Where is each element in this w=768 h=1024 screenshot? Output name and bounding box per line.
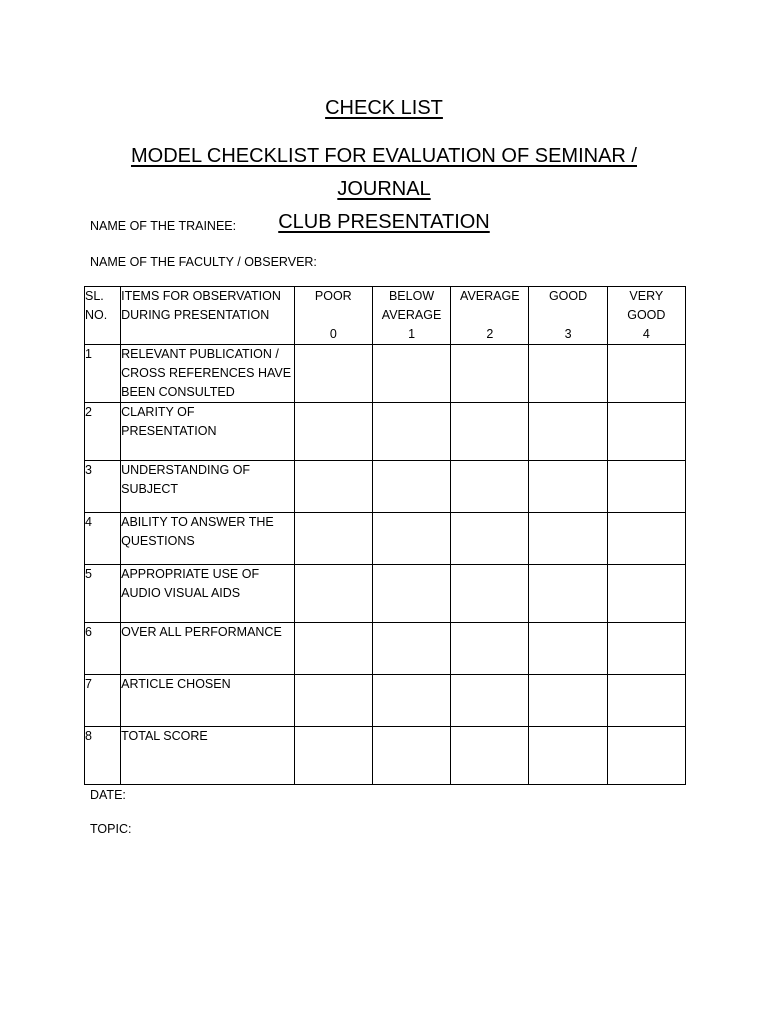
row-number: 8 xyxy=(85,727,121,785)
row-item-line: TOTAL SCORE xyxy=(121,729,208,743)
row-item xyxy=(121,403,295,461)
score-cell-below-average[interactable] xyxy=(372,403,450,461)
row-number: 2 xyxy=(85,403,121,461)
header-score-label: BELOW xyxy=(388,289,435,303)
score-cell-below-average[interactable] xyxy=(372,345,450,403)
row-number: 5 xyxy=(85,565,121,623)
faculty-observer-label: NAME OF THE FACULTY / OBSERVER: xyxy=(90,255,317,269)
score-cell-poor[interactable] xyxy=(294,403,372,461)
score-cell-good[interactable] xyxy=(529,565,607,623)
score-cell-very-good[interactable] xyxy=(607,513,685,565)
score-cell-below-average[interactable] xyxy=(372,513,450,565)
topic-label: TOPIC: xyxy=(90,822,132,836)
row-item xyxy=(121,565,295,623)
row-item-line: RELEVANT PUBLICATION / xyxy=(121,347,279,361)
score-cell-below-average[interactable] xyxy=(372,461,450,513)
header-score-label-2: AVERAGE xyxy=(381,308,442,322)
score-cell-poor[interactable] xyxy=(294,675,372,727)
header-score-value: 2 xyxy=(486,327,494,341)
score-cell-good[interactable] xyxy=(529,461,607,513)
table-row xyxy=(85,461,686,513)
date-label: DATE: xyxy=(90,788,126,802)
row-item xyxy=(121,461,295,513)
header-score-label-2: GOOD xyxy=(627,308,666,322)
row-item xyxy=(121,675,295,727)
score-cell-average[interactable] xyxy=(451,623,529,675)
score-cell-average[interactable] xyxy=(451,403,529,461)
row-number: 7 xyxy=(85,675,121,727)
row-item-line: ABILITY TO ANSWER THE xyxy=(121,515,274,529)
header-items-line-1: ITEMS FOR OBSERVATION xyxy=(121,289,281,303)
header-score-label: POOR xyxy=(314,289,352,303)
header-score-label: GOOD xyxy=(548,289,588,303)
score-cell-very-good[interactable] xyxy=(607,727,685,785)
row-number: 4 xyxy=(85,513,121,565)
header-sl-no-line-2: NO. xyxy=(85,308,108,322)
score-cell-good[interactable] xyxy=(529,345,607,403)
score-cell-average[interactable] xyxy=(451,565,529,623)
header-score-value: 4 xyxy=(642,327,650,341)
score-cell-very-good[interactable] xyxy=(607,675,685,727)
row-item-line: QUESTIONS xyxy=(121,534,195,548)
table-header-row xyxy=(85,287,686,345)
row-item-line: BEEN CONSULTED xyxy=(121,385,235,399)
row-item-line: APPROPRIATE USE OF xyxy=(121,567,260,581)
score-cell-poor[interactable] xyxy=(294,461,372,513)
table-row xyxy=(85,345,686,403)
row-item xyxy=(121,345,295,403)
evaluation-checklist-table xyxy=(84,286,686,785)
score-cell-good[interactable] xyxy=(529,623,607,675)
table-row xyxy=(85,675,686,727)
header-score-very-good xyxy=(607,287,685,345)
score-cell-very-good[interactable] xyxy=(607,345,685,403)
header-items-line-2: DURING PRESENTATION xyxy=(121,308,270,322)
header-items xyxy=(121,287,295,345)
header-score-label: VERY xyxy=(629,289,664,303)
row-number: 6 xyxy=(85,623,121,675)
row-item-line: ARTICLE CHOSEN xyxy=(121,677,231,691)
table-row xyxy=(85,727,686,785)
trainee-name-label: NAME OF THE TRAINEE: xyxy=(90,219,237,233)
score-cell-average[interactable] xyxy=(451,513,529,565)
row-item xyxy=(121,623,295,675)
header-score-poor xyxy=(294,287,372,345)
header-score-value: 0 xyxy=(329,327,337,341)
score-cell-very-good[interactable] xyxy=(607,403,685,461)
score-cell-poor[interactable] xyxy=(294,623,372,675)
row-item-line: CROSS REFERENCES HAVE xyxy=(121,366,292,380)
header-sl-no-line-1: SL. xyxy=(85,289,104,303)
subtitle-line-2: CLUB PRESENTATION xyxy=(278,211,490,233)
page-title xyxy=(0,96,768,120)
header-score-value: 3 xyxy=(564,327,572,341)
header-score-average xyxy=(451,287,529,345)
row-item-line: SUBJECT xyxy=(121,482,179,496)
header-score-below-average xyxy=(372,287,450,345)
page-title-text: CHECK LIST xyxy=(325,97,443,119)
score-cell-very-good[interactable] xyxy=(607,461,685,513)
score-cell-below-average[interactable] xyxy=(372,675,450,727)
subtitle-line-1: MODEL CHECKLIST FOR EVALUATION OF SEMINAR / JOURNAL xyxy=(130,145,637,200)
score-cell-good[interactable] xyxy=(529,513,607,565)
score-cell-good[interactable] xyxy=(529,675,607,727)
score-cell-good[interactable] xyxy=(529,403,607,461)
row-item-line: PRESENTATION xyxy=(121,424,217,438)
score-cell-good[interactable] xyxy=(529,727,607,785)
score-cell-average[interactable] xyxy=(451,727,529,785)
score-cell-below-average[interactable] xyxy=(372,727,450,785)
row-item xyxy=(121,513,295,565)
row-item-line: OVER ALL PERFORMANCE xyxy=(121,625,282,639)
header-score-label: AVERAGE xyxy=(460,289,520,303)
row-number: 3 xyxy=(85,461,121,513)
table-row xyxy=(85,565,686,623)
row-item-line: UNDERSTANDING OF xyxy=(121,463,251,477)
score-cell-poor[interactable] xyxy=(294,345,372,403)
table-row xyxy=(85,513,686,565)
score-cell-poor[interactable] xyxy=(294,513,372,565)
score-cell-average[interactable] xyxy=(451,675,529,727)
header-score-good xyxy=(529,287,607,345)
score-cell-average[interactable] xyxy=(451,345,529,403)
row-item-line: AUDIO VISUAL AIDS xyxy=(121,586,241,600)
score-cell-poor[interactable] xyxy=(294,565,372,623)
row-number: 1 xyxy=(85,345,121,403)
score-cell-below-average[interactable] xyxy=(372,565,450,623)
table-row xyxy=(85,403,686,461)
row-item xyxy=(121,727,295,785)
score-cell-very-good[interactable] xyxy=(607,623,685,675)
score-cell-average[interactable] xyxy=(451,461,529,513)
score-cell-below-average[interactable] xyxy=(372,623,450,675)
header-sl-no xyxy=(85,287,121,345)
score-cell-poor[interactable] xyxy=(294,727,372,785)
table-row xyxy=(85,623,686,675)
score-cell-very-good[interactable] xyxy=(607,565,685,623)
row-item-line: CLARITY OF xyxy=(121,405,195,419)
header-score-value: 1 xyxy=(408,327,416,341)
